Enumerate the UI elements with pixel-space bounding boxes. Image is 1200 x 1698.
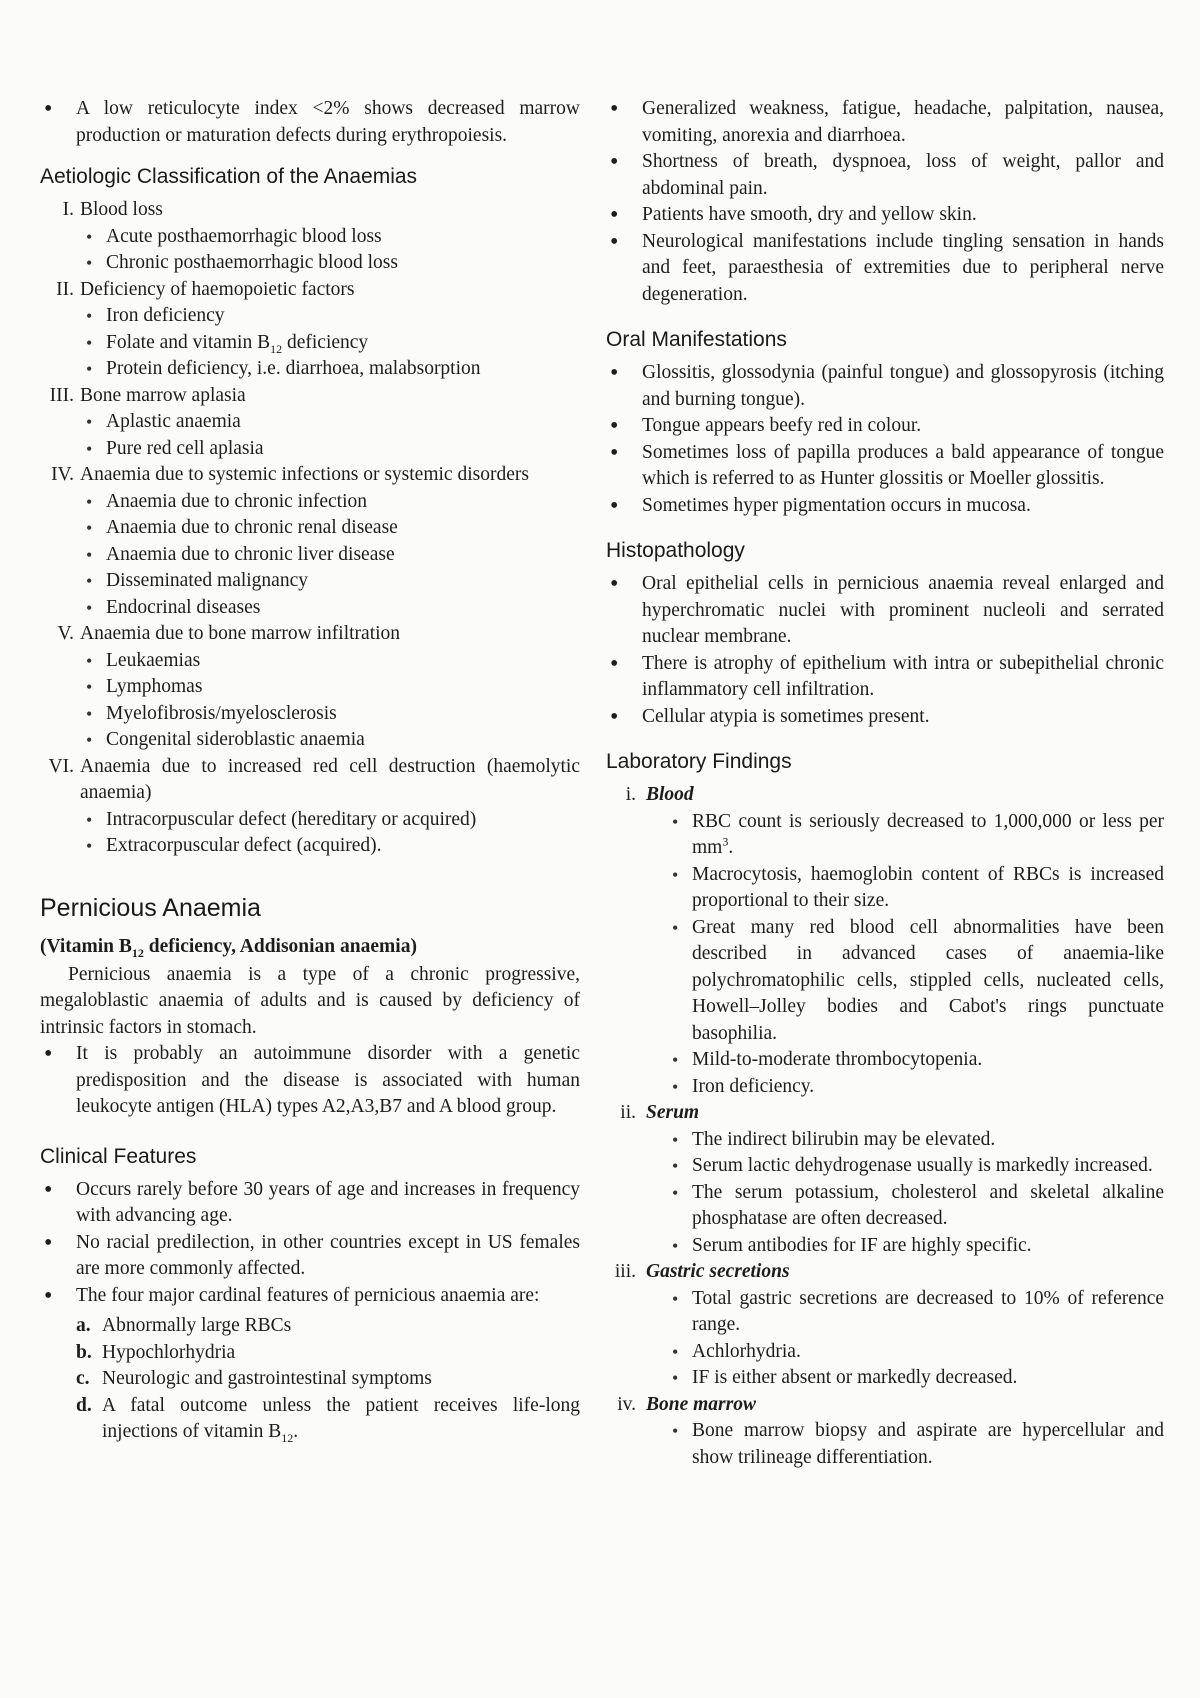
- list-item: • Occurs rarely before 30 years of age and increases in frequency with advancing age.: [40, 1177, 580, 1230]
- class-item: [40, 197, 580, 277]
- class-number: IV.: [51, 464, 74, 485]
- aetiologic-classification: [40, 197, 580, 860]
- lab-section-blood: [606, 782, 1164, 1100]
- list-item: • Tongue appears beefy red in colour.: [606, 413, 1164, 440]
- cardinal-features-list: [40, 1313, 580, 1446]
- pernicious-paragraph: Pernicious anaemia is a type of a chronic progressive, megaloblastic anaemia of adults and is caused by deficiency of intrinsic factors in stomach.: [40, 963, 580, 1038]
- section-list: [646, 1286, 1164, 1392]
- class-sublist: [80, 648, 580, 754]
- lab-section-bone-marrow: [606, 1392, 1164, 1472]
- clinical-heading: Clinical Features: [40, 1144, 197, 1168]
- class-label: Anaemia due to systemic infections or systemic disorders: [80, 464, 529, 485]
- list-item: • There is atrophy of epithelium with intra or subepithelial chronic inflammatory cell infiltration.: [606, 651, 1164, 704]
- class-item: [40, 277, 580, 383]
- pernicious-subtitle: (Vitamin $B_{12}$ deficiency, Addisonian anaemia): [40, 935, 417, 960]
- list-item: • The four major cardinal features of pernicious anaemia are:: [40, 1283, 580, 1310]
- list-item: • Aplastic anaemia: [84, 409, 580, 436]
- class-item: [40, 621, 580, 754]
- list-item: • Iron deficiency.: [670, 1074, 1164, 1101]
- laboratory-heading: Laboratory Findings: [606, 750, 792, 773]
- class-label: Anaemia due to bone marrow infiltration: [80, 623, 401, 644]
- list-item: • Serum antibodies for IF are highly specific.: [670, 1233, 1164, 1260]
- list-item: • Cellular atypia is sometimes present.: [606, 704, 1164, 731]
- list-item: • Pure red cell aplasia: [84, 436, 580, 463]
- list-item: • Congenital sideroblastic anaemia: [84, 727, 580, 754]
- list-item: • No racial predilection, in other countries except in US females are more commonly affected.: [40, 1230, 580, 1283]
- section-list: [646, 1418, 1164, 1471]
- list-item: • Protein deficiency, i.e. diarrhoea, malabsorption: [84, 356, 580, 383]
- list-item: • The indirect bilirubin may be elevated.: [670, 1127, 1164, 1154]
- left-column: [40, 96, 580, 1446]
- class-label: Blood loss: [80, 199, 163, 220]
- list-item: • Total gastric secretions are decreased to 10% of reference range.: [670, 1286, 1164, 1339]
- list-item: • Macrocytosis, haemoglobin content of RBCs is increased proportional to their size.: [670, 862, 1164, 915]
- list-item: • Sometimes hyper pigmentation occurs in mucosa.: [606, 493, 1164, 520]
- right-column: [606, 96, 1164, 1471]
- section-number: iii.: [614, 1261, 636, 1282]
- section-number: iv.: [617, 1393, 636, 1415]
- pernicious-heading: Pernicious Anaemia: [40, 893, 261, 922]
- class-label: Bone marrow aplasia: [80, 384, 246, 406]
- laboratory-findings: [606, 782, 1164, 1471]
- list-item: • Patients have smooth, dry and yellow skin.: [606, 202, 1164, 229]
- list-item: • Bone marrow biopsy and aspirate are hypercellular and show trilineage differentiation.: [670, 1418, 1164, 1471]
- class-number: VI.: [48, 755, 74, 777]
- list-item: • Endocrinal diseases: [84, 595, 580, 622]
- list-item: • Neurological manifestations include tingling sensation in hands and feet, paraesthesia of extremities due to peripheral nerve degeneration.: [606, 229, 1164, 309]
- section-title: Gastric secretions: [646, 1261, 790, 1282]
- list-item: • Shortness of breath, dyspnoea, loss of weight, pallor and abdominal pain.: [606, 149, 1164, 202]
- list-item: • Iron deficiency: [84, 303, 580, 330]
- list-item: • It is probably an autoimmune disorder with a genetic predisposition and the disease is associated with human leukocyte antigen (HLA) types A2,A3,B7 and A blood group.: [40, 1041, 580, 1121]
- list-item: • Lymphomas: [84, 674, 580, 701]
- oral-heading: Oral Manifestations: [606, 328, 787, 351]
- class-number: I.: [62, 199, 74, 220]
- section-number: ii.: [620, 1102, 636, 1123]
- class-sublist: [80, 807, 580, 860]
- list-item: • A low reticulocyte index <2% shows decreased marrow production or maturation defects during erythropoiesis.: [40, 96, 580, 149]
- section-list: [646, 809, 1164, 1101]
- list-item: b. Hypochlorhydria: [76, 1341, 236, 1363]
- list-item: • Glossitis, glossodynia (painful tongue) and glossopyrosis (itching and burning tongue).: [606, 360, 1164, 413]
- oral-list: [606, 360, 1164, 519]
- list-item: • Disseminated malignancy: [84, 568, 580, 595]
- section-title: Blood: [646, 784, 694, 805]
- class-sublist: [80, 409, 580, 462]
- list-item: • Anaemia due to chronic liver disease: [84, 542, 580, 569]
- list-item: • Leukaemias: [84, 648, 580, 675]
- list-item: • IF is either absent or markedly decreased.: [670, 1365, 1164, 1392]
- list-item: c. Neurologic and gastrointestinal symptoms: [76, 1368, 432, 1389]
- class-item: [40, 754, 580, 860]
- list-item: • Folate and vitamin $B_{12}$ deficiency: [84, 330, 580, 357]
- list-item: • Anaemia due to chronic renal disease: [84, 515, 580, 542]
- histopathology-list: [606, 571, 1164, 730]
- aetiologic-heading: Aetiologic Classification of the Anaemias: [40, 165, 418, 188]
- list-item: • Sometimes loss of papilla produces a bald appearance of tongue which is referred to as Hunter glossitis or Moeller glossitis.: [606, 440, 1164, 493]
- list-item: a. Abnormally large RBCs: [76, 1315, 292, 1336]
- list-item: • Mild-to-moderate thrombocytopenia.: [670, 1047, 1164, 1074]
- list-item: • Anaemia due to chronic infection: [84, 489, 580, 516]
- list-item: • Extracorpuscular defect (acquired).: [84, 833, 580, 860]
- class-number: V.: [57, 623, 74, 644]
- histopathology-heading: Histopathology: [606, 539, 745, 562]
- class-sublist: [80, 303, 580, 383]
- pernicious-list: [40, 1041, 580, 1121]
- class-sublist: [80, 489, 580, 622]
- section-list: [646, 1127, 1164, 1260]
- section-title: Bone marrow: [646, 1393, 756, 1415]
- list-item: d. A fatal outcome unless the patient receives life-long injections of vitamin $B_{12}$.: [76, 1394, 580, 1445]
- list-item: • RBC count is seriously decreased to 1,000,000 or less per $mm^3$.: [670, 809, 1164, 862]
- list-item: • The serum potassium, cholesterol and skeletal alkaline phosphatase are often decreased.: [670, 1180, 1164, 1233]
- symptom-list: [606, 96, 1164, 308]
- list-item: • Acute posthaemorrhagic blood loss: [84, 224, 580, 251]
- class-label: Anaemia due to increased red cell destruction (haemolytic anaemia): [80, 755, 580, 803]
- clinical-list: [40, 1177, 580, 1310]
- class-item: [40, 462, 580, 621]
- class-label: Deficiency of haemopoietic factors: [80, 278, 355, 300]
- class-number: III.: [49, 384, 74, 406]
- class-number: II.: [56, 278, 74, 300]
- list-item: • Chronic posthaemorrhagic blood loss: [84, 250, 580, 277]
- list-item: • Generalized weakness, fatigue, headache, palpitation, nausea, vomiting, anorexia and diarrhoea.: [606, 96, 1164, 149]
- section-title: Serum: [646, 1102, 700, 1123]
- list-item: • Achlorhydria.: [670, 1339, 1164, 1366]
- class-sublist: [80, 224, 580, 277]
- list-item: • Myelofibrosis/myelosclerosis: [84, 701, 580, 728]
- intro-list: [40, 96, 580, 149]
- list-item: • Intracorpuscular defect (hereditary or acquired): [84, 807, 580, 834]
- lab-section-gastric: [606, 1259, 1164, 1392]
- class-item: [40, 383, 580, 463]
- list-item: • Serum lactic dehydrogenase usually is markedly increased.: [670, 1153, 1164, 1180]
- lab-section-serum: [606, 1100, 1164, 1259]
- list-item: • Great many red blood cell abnormalities have been described in advanced cases of anaemia-like polychromatophilic cells, stippled cells, nucleated cells, Howell–Jolley bodies and Cabot's rings punctuate basophilia.: [670, 915, 1164, 1048]
- list-item: • Oral epithelial cells in pernicious anaemia reveal enlarged and hyperchromatic nuclei with prominent nucleoli and serrated nuclear membrane.: [606, 571, 1164, 651]
- section-number: i.: [625, 784, 636, 805]
